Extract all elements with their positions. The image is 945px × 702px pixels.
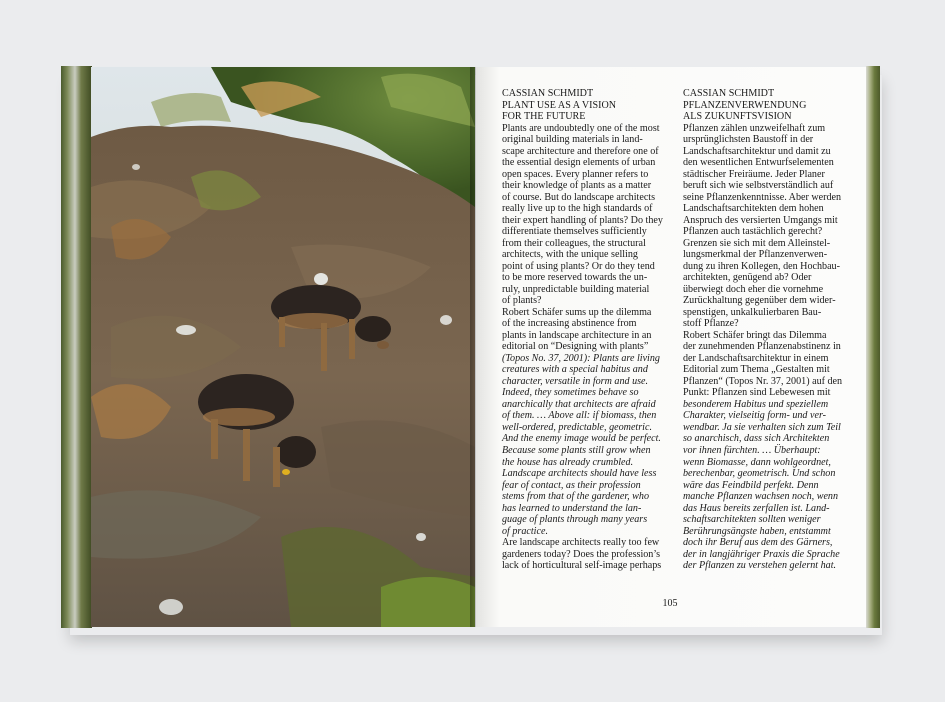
page-number: 105 [662,598,678,609]
english-text-line: point of using plants? Or do they tend [502,260,655,272]
german-text-line: architekten, genügend ab? Oder [683,272,812,284]
german-text-line: Pflanzen“ (Topos Nr. 37, 2001) auf den [683,375,843,387]
english-text-line: creatures with a special habitus and [502,364,648,376]
german-text-line: stoff Pflanze? [683,318,739,330]
german-text-line: Charakter, vielseitig form- und ver- [683,410,827,422]
photo-pigs-on-soil-mound [91,67,475,627]
german-text-line: Berührungsängste haben, entstammt [683,525,831,537]
english-text-column [502,88,664,572]
english-text-line: ruly, unpredictable building material [502,283,650,295]
german-text-line: der in langjähriger Praxis die Sprache [683,548,840,560]
german-text-line: spenstigen, unkalkulierbaren Bau- [683,306,822,318]
english-text-line: architects, with the unique selling [502,249,638,261]
german-text-line: den wesentlichen Entwurfselementen [683,157,834,169]
german-text-line: Pflanzen zählen unzweifelhaft zum [683,122,826,134]
english-text-line: really live up to the high standards of [502,203,653,215]
english-text-line: Indeed, they sometimes behave so [502,387,639,399]
english-text-line: has learned to understand the lan- [502,502,642,514]
german-text-column [683,88,845,572]
english-text-line: CASSIAN SCHMIDT [502,88,594,99]
german-text-line: das Haus bereits zerfallen ist. Land- [683,502,830,514]
english-text-line: the house has already crumbled. [502,456,634,468]
german-text-line: ursprünglichsten Baustoff in der [683,134,814,146]
english-text-line: well-ordered, predictable, geometric. [502,421,652,433]
english-text-line: scape architecture and therefore one of [502,145,659,157]
english-text-line: Because some plants still grow when [502,444,651,456]
english-text-line: fear of contact, as their profession [502,479,641,491]
german-text-line: seine Pflanzenkenntnisse. Aber werden [683,191,842,203]
english-text-line: Landscape architects should have less [502,468,657,480]
german-text-line: ALS ZUKUNFTSVISION [683,111,792,123]
german-text-line: CASSIAN SCHMIDT [683,88,775,99]
english-text-line: anarchically that architects are afraid [502,398,656,410]
english-text-line: of practice. [502,525,548,537]
english-text-line: FOR THE FUTURE [502,111,586,123]
german-text-line: doch ihr Beruf aus dem des Gärners, [683,537,833,549]
german-text-line: Zurückhaltung gegenüber dem wider- [683,295,836,307]
left-page-edges [61,66,92,628]
german-text-line: Editorial zum Thema „Gestalten mit [683,364,830,376]
english-text-line: lack of horticultural self-image perhaps [502,560,662,572]
english-text-line: guage of plants through many years [502,514,648,526]
german-text-line: wendbar. Ja sie verhalten sich zum Teil [683,421,841,433]
german-text-line: beruft sich wie selbstverständlich auf [683,180,834,192]
english-text-line: (Topos No. 37, 2001): Plants are living [502,352,660,364]
english-text-line: editorial on “Designing with plants” [502,341,649,353]
english-text-line: the essential design elements of urban [502,157,656,169]
german-text-line: schaftsarchitekten sollten weniger [683,514,821,526]
english-text-line: Plants are undoubtedly one of the most [502,122,660,134]
english-text-line: of course. But do landscape architects [502,191,656,203]
german-text-line: der zunehmenden Pflanzenabstinenz in [683,341,841,353]
german-text-line: der Landschaftsarchitektur in einem [683,352,829,364]
german-text-line: Robert Schäfer bringt das Dilemma [683,329,827,341]
german-text-line: der Pflanzen zu verstehen gelernt hat. [683,560,837,572]
english-text-line: original building materials in land- [502,134,643,146]
german-text-line: Pflanzen auch tastächlich gerecht? [683,226,823,238]
english-text-line: PLANT USE AS A VISION [502,99,617,111]
english-text-line: stems from that of the gardener, who [502,491,650,503]
right-page-edges [866,66,880,628]
german-text-line: Punkt: Pflanzen sind Lebewesen mit [683,387,831,399]
english-text-line: Are landscape architects really too few [502,537,660,549]
english-text-line: differentiate themselves sufficiently [502,226,647,238]
english-text-line: open spaces. Every planner refers to [502,168,649,180]
english-text-line: of them. … Above all: if biomass, then [502,410,657,422]
german-text-line: wenn Biomasse, dann wohlgeordnet, [683,456,831,468]
german-text-line: dung zu ihren Kollegen, den Hochbau- [683,260,840,272]
english-text-line: of plants? [502,295,542,307]
english-text-line: And the enemy image would be perfect. [502,433,661,445]
german-text-line: lungsmerkmal der Pflanzenverwen- [683,249,828,261]
english-text-line: their expert handling of plants? Do they [502,214,663,226]
german-text-line: Landschaftsarchitektur und damit zu [683,145,831,157]
german-text-line: wäre das Feindbild perfekt. Denn [683,479,819,491]
german-text-line: überwiegt doch eher die vornehme [683,283,824,295]
german-text-line: Landschaftsarchitekten dem hohen [683,203,824,215]
english-text-line: from their colleagues, the structural [502,237,646,249]
german-text-line: Anspruch des versierten Umgangs mit [683,214,838,226]
german-text-line: berechenbar, geometrisch. Und schon [683,468,836,480]
english-text-line: of the increasing abstinence from [502,318,637,330]
english-text-line: plants in landscape architecture in an [502,329,652,341]
german-text-line: so anarchisch, dass sich Architekten [683,433,830,445]
german-text-line: manche Pflanzen wachsen noch, wenn [683,491,839,503]
german-text-line: Grenzen sie sich mit dem Alleinstel- [683,237,831,249]
english-text-line: gardeners today? Does the profession’s [502,548,661,560]
english-text-line: to be more reserved towards the un- [502,272,648,284]
german-text-line: vor ihnen fürchten. … Überhaupt: [683,444,821,456]
english-text-line: Robert Schäfer sums up the dilemma [502,306,652,318]
english-text-line: their knowledge of plants as a matter [502,180,652,192]
german-text-line: besonderem Habitus und speziellem [683,398,829,410]
english-text-line: character, versatile in form and use. [502,375,649,387]
german-text-line: PFLANZENVERWENDUNG [683,99,807,111]
german-text-line: städtischer Freiräume. Jeder Planer [683,168,825,180]
